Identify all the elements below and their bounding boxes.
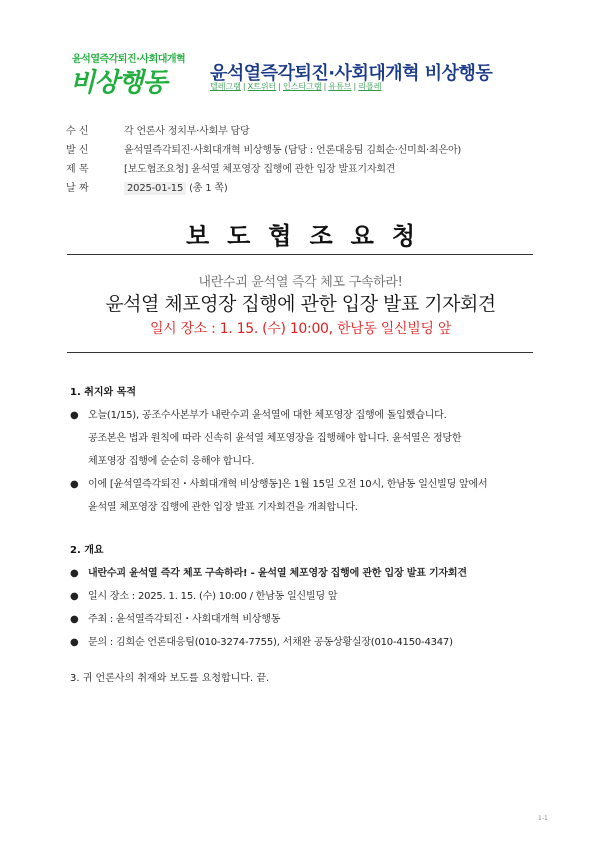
social-link-other[interactable]: 리플레 <box>358 82 382 91</box>
meta-row-from <box>64 139 544 158</box>
section2-bullet1-text: 내란수괴 윤석열 즉각 체포 구속하라! - 윤석열 체포영장 집행에 관한 입장 발표 기자회견 <box>88 568 467 579</box>
section1-bullet2-line2: 윤석열 체포영장 집행에 관한 입장 발표 기자회견을 개최합니다. <box>88 502 358 513</box>
section1-bullet2-line1: 이에 [윤석열즉각퇴진・사회대개혁 비상행동]은 1월 15일 오전 10시, 한남동 일신빌딩 앞에서 <box>88 479 488 490</box>
bullet-icon: ● <box>70 614 79 625</box>
logo-big-text: 비상행동 <box>70 68 167 98</box>
meta-label-subject: 제 목 <box>66 164 89 175</box>
document-meta <box>64 120 544 196</box>
organization-title: 윤석열즉각퇴진·사회대개혁 비상행동 <box>210 63 493 84</box>
closing-request: 3. 귀 언론사의 취재와 보도를 요청합니다. 끝. <box>70 673 270 684</box>
social-link-twitter[interactable]: X트위터 <box>247 82 277 91</box>
bullet-icon: ● <box>70 479 79 490</box>
section1-bullet1-line3: 체포영장 집행에 순순히 응해야 합니다. <box>88 456 255 467</box>
meta-label-from: 발 신 <box>66 145 89 156</box>
section1-bullet2 <box>70 475 487 490</box>
page-count: (총 1 쪽) <box>189 183 228 194</box>
page-number: 1-1 <box>538 815 548 822</box>
section1-bullet1-line1: 오늘(1/15), 공조수사본부가 내란수괴 윤석열에 대한 체포영장 집행에 돌입했습니다. <box>88 410 447 421</box>
meta-value-from: 윤석열즉각퇴진·사회대개혁 비상행동 (담당 : 언론대응팀 김희순·신미희·최은아) <box>124 145 462 156</box>
section2-bullet3 <box>70 610 280 625</box>
section2-bullet4 <box>70 633 453 648</box>
meta-row-date <box>64 177 544 196</box>
social-links: 텔레그램 | X트위터 | 인스타그램 | 유튜브 | 리플레 <box>210 82 382 91</box>
section1-bullet1 <box>70 406 447 421</box>
social-link-youtube[interactable]: 유튜브 <box>328 82 352 91</box>
section2-bullet2 <box>70 587 337 602</box>
logo <box>64 44 192 98</box>
meta-row-subject <box>64 158 544 177</box>
headline-title: 윤석열 체포영장 집행에 관한 입장 발표 기자회견 <box>105 293 496 315</box>
bullet-icon: ● <box>70 591 79 602</box>
meta-label-date: 날 짜 <box>66 183 89 194</box>
headline-when-where: 일시 장소 : 1. 15. (수) 10:00, 한남동 일신빌딩 앞 <box>149 321 452 337</box>
section1-bullet1-line2: 공조본은 법과 원칙에 따라 신속히 윤석열 체포영장을 집행해야 합니다. 윤석열은 정당한 <box>88 433 462 444</box>
meta-value-to: 각 언론사 정치부·사회부 담당 <box>124 126 250 137</box>
letterhead <box>64 44 544 98</box>
divider-top <box>67 254 533 255</box>
bullet-icon: ● <box>70 410 79 421</box>
section2-bullet4-text: 문의 : 김희순 언론대응팀(010-3274-7755), 서채완 공동상황실장(010-4150-4347) <box>88 637 453 648</box>
bullet-icon: ● <box>70 637 79 648</box>
page-title: 보도협조요청 <box>185 222 434 250</box>
section2-bullet2-text: 일시 장소 : 2025. 1. 15. (수) 10:00 / 한남동 일신빌딩 앞 <box>88 591 338 602</box>
logo-small-text: 윤석열즉각퇴진·사회대개혁 <box>72 54 186 65</box>
section1-heading: 1. 취지와 목적 <box>70 387 137 398</box>
meta-value-subject: [보도협조요청] 윤석열 체포영장 집행에 관한 입장 발표기자회견 <box>124 164 396 175</box>
social-link-instagram[interactable]: 인스타그램 <box>283 82 322 91</box>
section2-bullet1 <box>70 564 467 579</box>
meta-row-to <box>64 120 544 139</box>
section2-bullet3-text: 주최 : 윤석열즉각퇴진・사회대개혁 비상행동 <box>88 614 281 625</box>
bullet-icon: ● <box>70 568 79 579</box>
section2-heading: 2. 개요 <box>70 545 104 556</box>
meta-label-to: 수 신 <box>66 126 89 137</box>
divider-bottom <box>67 352 533 353</box>
social-link-telegram[interactable]: 텔레그램 <box>210 82 241 91</box>
meta-value-date <box>124 179 228 194</box>
date-value: 2025-01-15 <box>124 182 186 195</box>
headline-subtitle: 내란수괴 윤석열 즉각 체포 구속하라! <box>198 275 403 290</box>
